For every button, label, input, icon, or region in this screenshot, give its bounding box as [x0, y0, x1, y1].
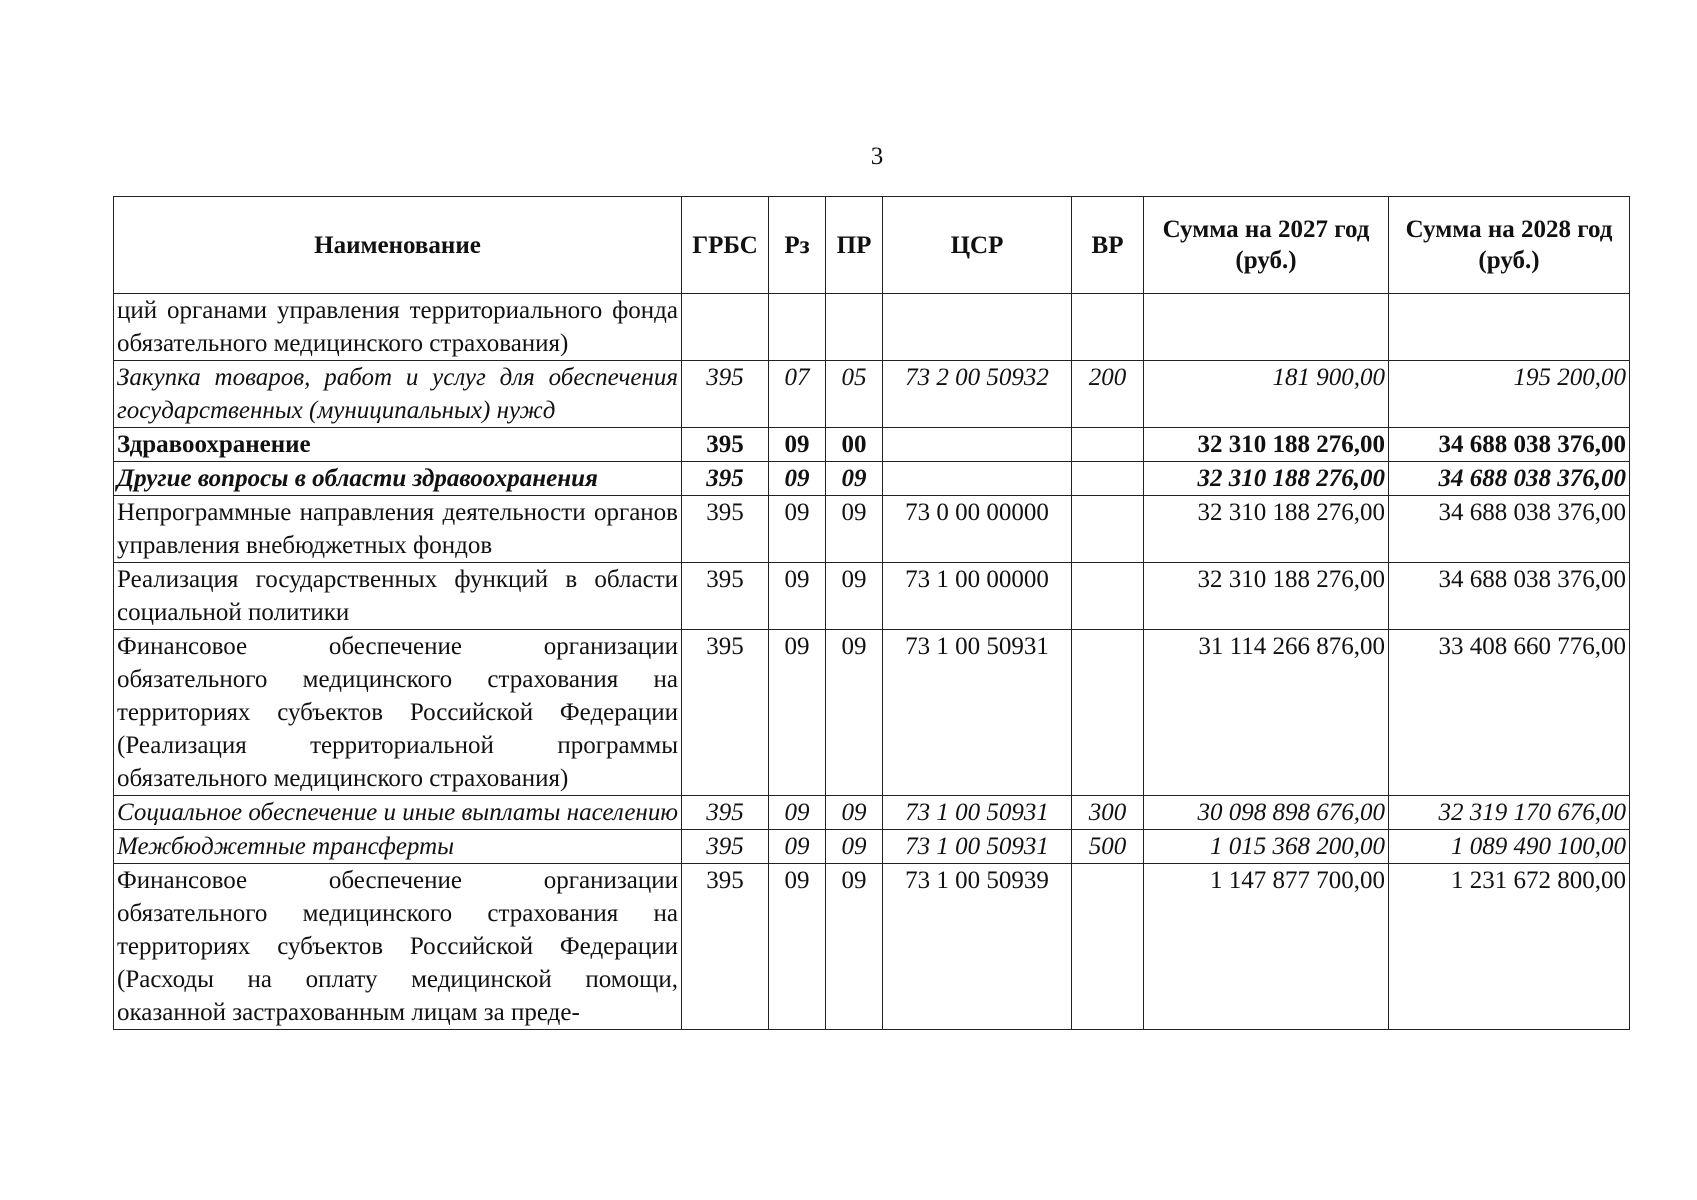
cell-vr — [1072, 496, 1144, 563]
cell-rz: 09 — [769, 630, 826, 796]
cell-name: Межбюджетные трансферты — [114, 830, 682, 864]
cell-rz: 09 — [769, 462, 826, 496]
cell-csr: 73 1 00 50931 — [883, 796, 1072, 830]
cell-sum-2027: 181 900,00 — [1144, 361, 1389, 428]
table-row — [114, 462, 1630, 496]
cell-grbs: 395 — [682, 630, 769, 796]
cell-name: Другие вопросы в области здравоохранения — [114, 462, 682, 496]
cell-sum-2027 — [1144, 294, 1389, 361]
cell-grbs: 395 — [682, 361, 769, 428]
cell-vr: 200 — [1072, 361, 1144, 428]
cell-pr: 09 — [826, 796, 883, 830]
cell-csr — [883, 462, 1072, 496]
cell-name: Социальное обеспечение и иные выплаты населению — [114, 796, 682, 830]
cell-pr: 00 — [826, 428, 883, 462]
cell-rz: 09 — [769, 428, 826, 462]
cell-grbs: 395 — [682, 496, 769, 563]
cell-pr: 09 — [826, 864, 883, 1030]
table-row — [114, 428, 1630, 462]
cell-sum-2027: 1 147 877 700,00 — [1144, 864, 1389, 1030]
cell-pr — [826, 294, 883, 361]
table-row — [114, 864, 1630, 1030]
cell-csr: 73 0 00 00000 — [883, 496, 1072, 563]
cell-vr — [1072, 864, 1144, 1030]
cell-name: Финансовое обеспечение организации обязательного медицинского страхования на территориях субъектов Российской Федерации (Реализация территориальной программы обязательного медицинского страхования) — [114, 630, 682, 796]
cell-sum-2028: 34 688 038 376,00 — [1389, 462, 1630, 496]
table-row — [114, 563, 1630, 630]
cell-rz: 07 — [769, 361, 826, 428]
cell-sum-2028: 34 688 038 376,00 — [1389, 496, 1630, 563]
cell-rz: 09 — [769, 830, 826, 864]
cell-vr — [1072, 294, 1144, 361]
table-row — [114, 294, 1630, 361]
cell-rz: 09 — [769, 796, 826, 830]
cell-grbs: 395 — [682, 864, 769, 1030]
header-sum-2028: Сумма на 2028 год (руб.) — [1389, 197, 1630, 294]
table-row — [114, 796, 1630, 830]
cell-name: Финансовое обеспечение организации обязательного медицинского страхования на территориях субъектов Российской Федерации (Расходы на оплату медицинской помощи, оказанной застрахованным лицам за преде- — [114, 864, 682, 1030]
cell-sum-2028: 33 408 660 776,00 — [1389, 630, 1630, 796]
cell-sum-2028: 195 200,00 — [1389, 361, 1630, 428]
cell-grbs: 395 — [682, 830, 769, 864]
header-name: Наименование — [114, 197, 682, 294]
cell-pr: 09 — [826, 830, 883, 864]
cell-vr: 500 — [1072, 830, 1144, 864]
header-pr: ПР — [826, 197, 883, 294]
header-vr: ВР — [1072, 197, 1144, 294]
table-row — [114, 496, 1630, 563]
cell-csr — [883, 294, 1072, 361]
cell-csr: 73 1 00 50939 — [883, 864, 1072, 1030]
cell-pr: 09 — [826, 563, 883, 630]
cell-vr — [1072, 630, 1144, 796]
cell-csr: 73 2 00 50932 — [883, 361, 1072, 428]
header-csr: ЦСР — [883, 197, 1072, 294]
cell-vr — [1072, 563, 1144, 630]
cell-csr — [883, 428, 1072, 462]
cell-rz: 09 — [769, 563, 826, 630]
cell-sum-2027: 32 310 188 276,00 — [1144, 563, 1389, 630]
cell-pr: 09 — [826, 496, 883, 563]
header-grbs: ГРБС — [682, 197, 769, 294]
cell-sum-2027: 32 310 188 276,00 — [1144, 462, 1389, 496]
cell-name: Реализация государственных функций в области социальной политики — [114, 563, 682, 630]
cell-csr: 73 1 00 50931 — [883, 630, 1072, 796]
cell-pr: 05 — [826, 361, 883, 428]
cell-vr — [1072, 428, 1144, 462]
table-row — [114, 361, 1630, 428]
table-header-row — [114, 197, 1630, 294]
cell-sum-2027: 1 015 368 200,00 — [1144, 830, 1389, 864]
cell-grbs: 395 — [682, 796, 769, 830]
cell-csr: 73 1 00 50931 — [883, 830, 1072, 864]
cell-sum-2028: 32 319 170 676,00 — [1389, 796, 1630, 830]
cell-sum-2027: 31 114 266 876,00 — [1144, 630, 1389, 796]
cell-sum-2027: 32 310 188 276,00 — [1144, 428, 1389, 462]
cell-rz: 09 — [769, 864, 826, 1030]
cell-name: Здравоохранение — [114, 428, 682, 462]
cell-vr — [1072, 462, 1144, 496]
cell-pr: 09 — [826, 462, 883, 496]
header-sum-2027: Сумма на 2027 год (руб.) — [1144, 197, 1389, 294]
cell-sum-2028: 1 231 672 800,00 — [1389, 864, 1630, 1030]
page-number: 3 — [870, 143, 884, 170]
cell-csr: 73 1 00 00000 — [883, 563, 1072, 630]
cell-sum-2028: 34 688 038 376,00 — [1389, 428, 1630, 462]
cell-grbs — [682, 294, 769, 361]
cell-sum-2028: 34 688 038 376,00 — [1389, 563, 1630, 630]
cell-sum-2027: 32 310 188 276,00 — [1144, 496, 1389, 563]
budget-table — [113, 196, 1630, 1030]
cell-grbs: 395 — [682, 462, 769, 496]
table-row — [114, 630, 1630, 796]
cell-sum-2028 — [1389, 294, 1630, 361]
cell-name: Закупка товаров, работ и услуг для обеспечения государственных (муниципальных) нужд — [114, 361, 682, 428]
cell-pr: 09 — [826, 630, 883, 796]
cell-vr: 300 — [1072, 796, 1144, 830]
table-row — [114, 830, 1630, 864]
cell-grbs: 395 — [682, 563, 769, 630]
cell-name: ций органами управления территориального фонда обязательного медицинского страхования) — [114, 294, 682, 361]
cell-rz — [769, 294, 826, 361]
cell-sum-2027: 30 098 898 676,00 — [1144, 796, 1389, 830]
header-rz: Рз — [769, 197, 826, 294]
cell-sum-2028: 1 089 490 100,00 — [1389, 830, 1630, 864]
cell-name: Непрограммные направления деятельности органов управления внебюджетных фондов — [114, 496, 682, 563]
cell-rz: 09 — [769, 496, 826, 563]
cell-grbs: 395 — [682, 428, 769, 462]
